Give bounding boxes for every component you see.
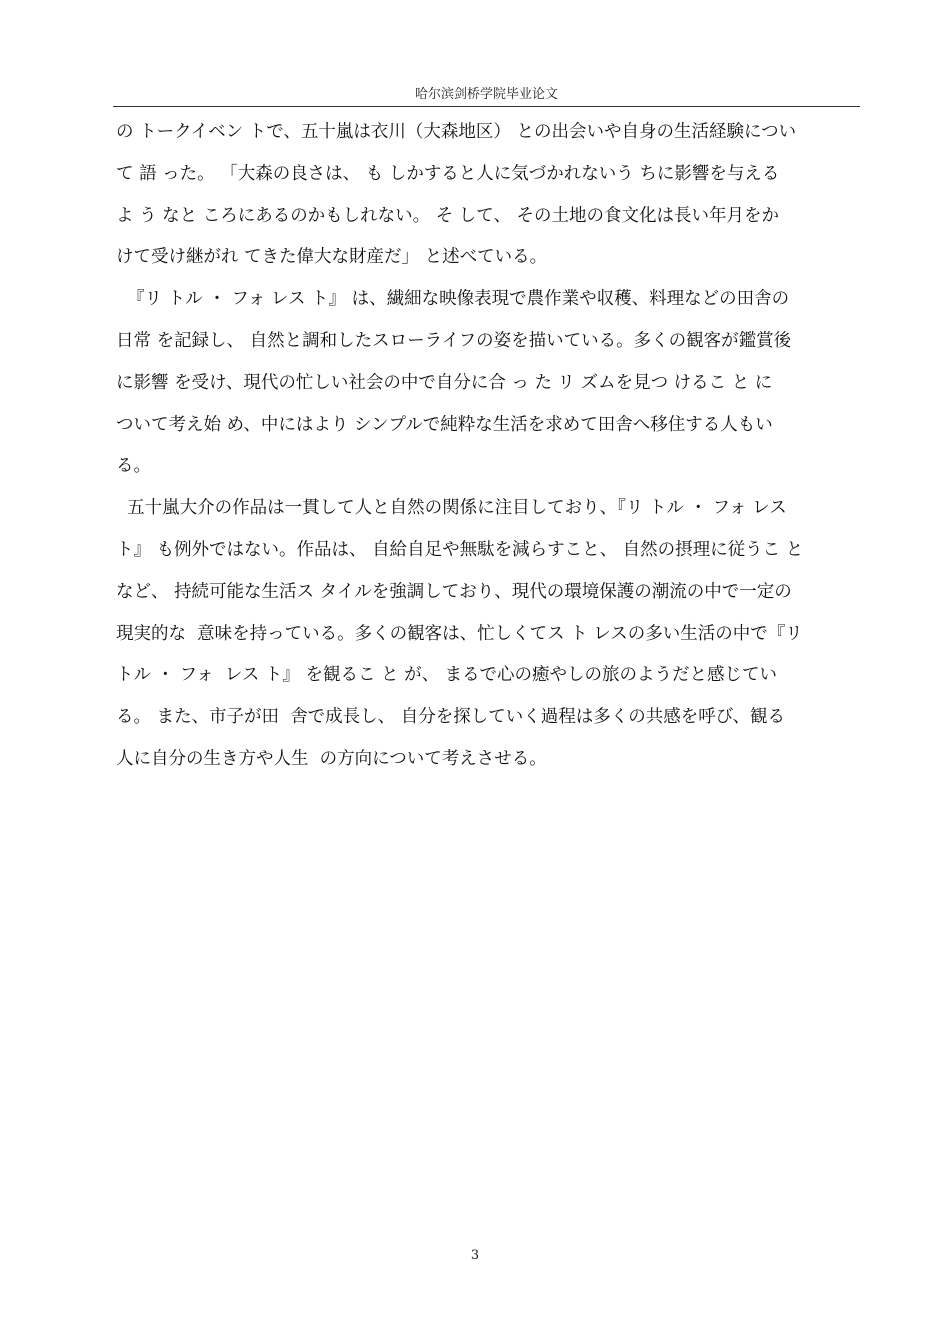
text-line: 日常 を記録し、 自然と調和したスローライフの姿を描いている。多くの観客が鑑賞後 [116, 330, 792, 351]
text-line: 人に自分の生き方や人生 の方向について考えさせる。 [116, 748, 547, 769]
text-line: など、 持続可能な生活ス タイルを強調しており、現代の環境保護の潮流の中で一定の [116, 581, 792, 602]
header-rule [113, 106, 860, 107]
text-line: 『リ トル ・ フォ レス ト』 は、繊細な映像表現で農作業や収穫、料理などの田舎の [116, 289, 790, 310]
body-text [116, 112, 864, 781]
page-number: 3 [470, 1248, 480, 1263]
text-line: ついて考え始 め、中にはより シンプルで純粋な生活を求めて田舎へ移住する人もい [116, 414, 773, 435]
text-line: 五十嵐大介の作品は一貫して人と自然の関係に注目しており、『リ トル ・ フォ レス [116, 498, 787, 519]
text-line: の トークイベン トで、五十嵐は衣川（大森地区） との出会いや自身の生活経験につい [116, 122, 797, 142]
text-line: 現実的な 意味を持っている。多くの観客は、忙しくてス ト レスの多い生活の中で『リ [116, 623, 803, 644]
text-line: けて受け継がれ てきた偉大な財産だ」 と述べている。 [116, 247, 548, 268]
text-line: る。 [116, 456, 151, 477]
text-line: ト』 も例外ではない。作品は、 自給自足や無駄を減らすこと、 自然の摂理に従うこ と [116, 539, 804, 560]
text-line: よ う なと ころにあるのかもしれない。 そ して、 その土地の食文化は長い年月をか [116, 205, 780, 226]
text-line: る。 また、市子が田 舎で成長し、 自分を探していく過程は多くの共感を呼び、観る [116, 707, 786, 728]
text-line: て 語 った。 「大森の良さは、 も しかすると人に気づかれないう ちに影響を与える [116, 163, 780, 184]
page-header-title: 哈尔滨剑桥学院毕业论文 [414, 87, 558, 102]
text-line: に影響 を受け、現代の忙しい社会の中で自分に合 っ た リ ズムを見つ けるこ と に [116, 372, 773, 393]
text-line: トル ・ フォ レス ト』 を観るこ と が、 まるで心の癒やしの旅のようだと感じてい [116, 665, 777, 686]
